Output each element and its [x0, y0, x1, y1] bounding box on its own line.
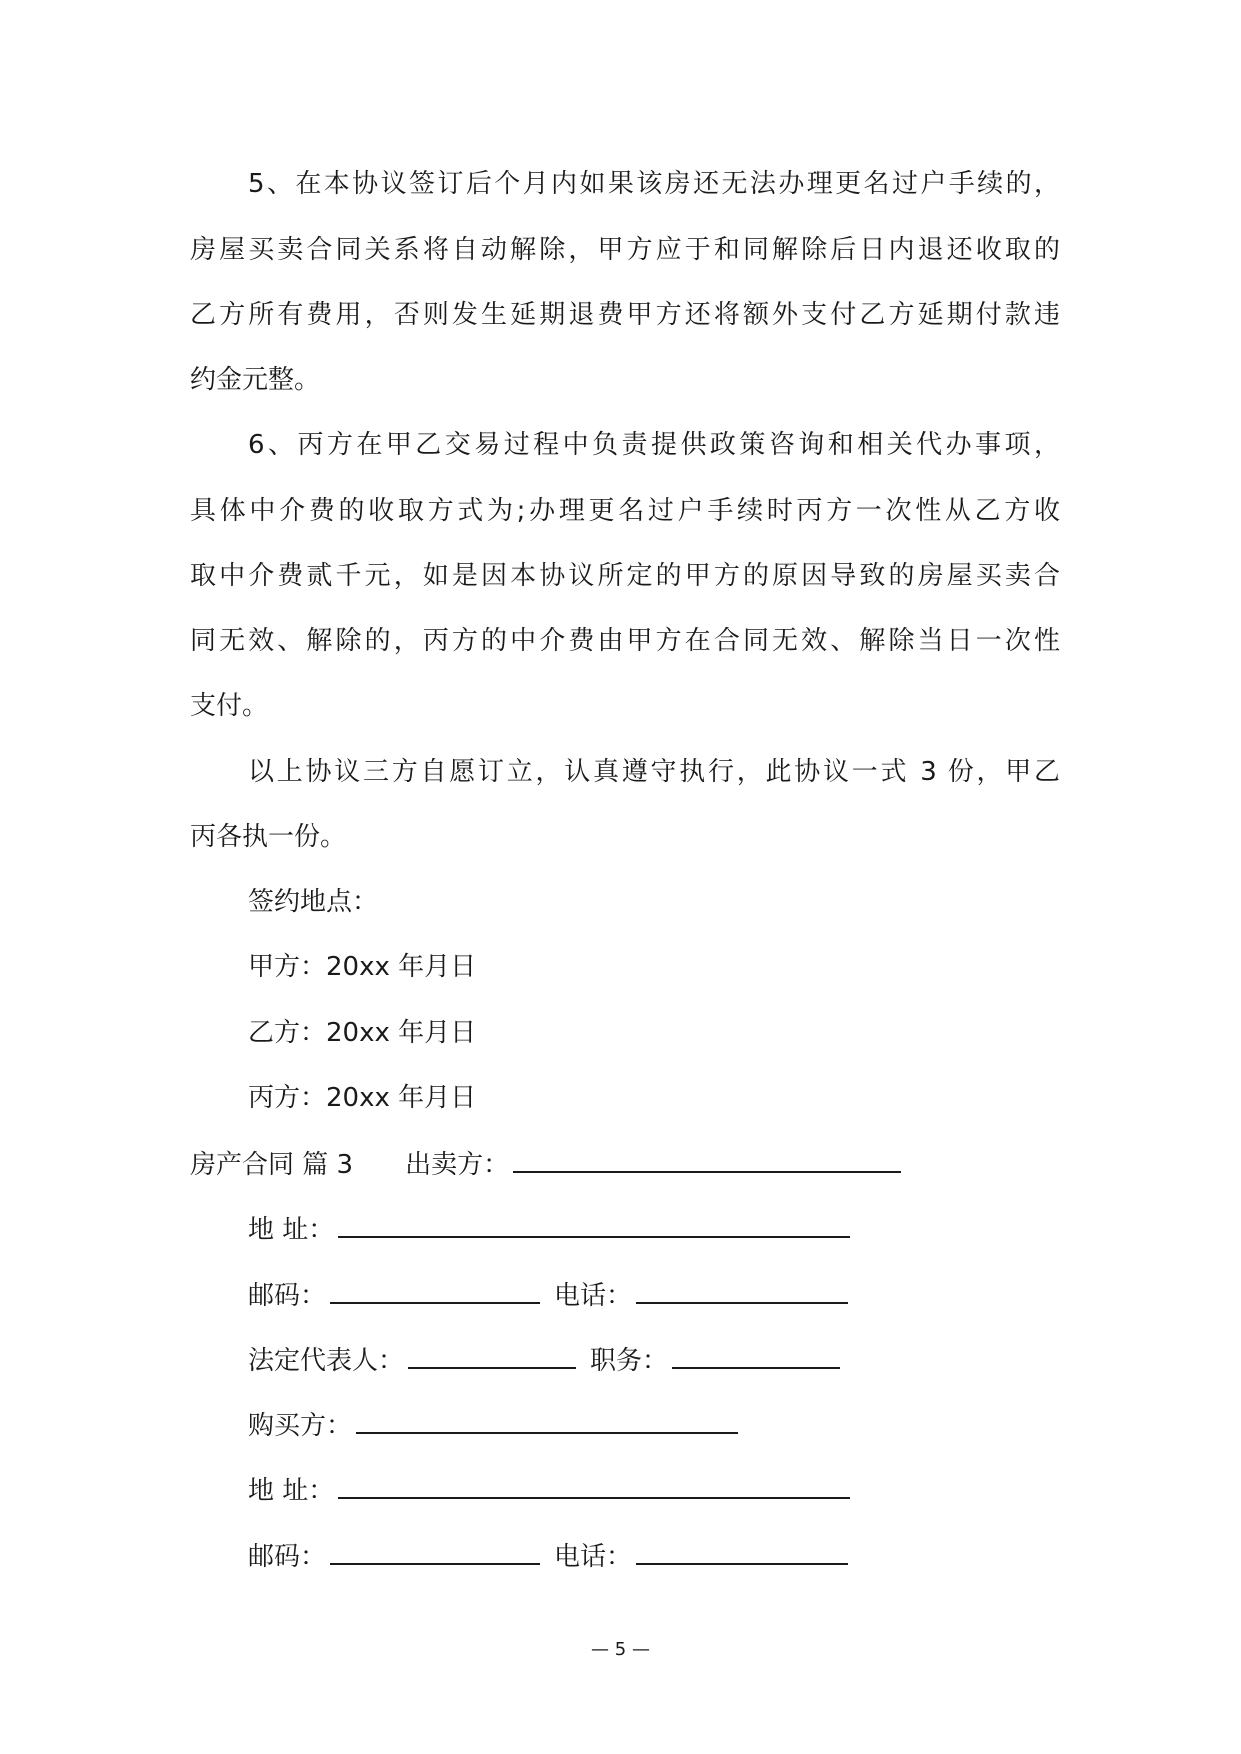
seller-zip-phone-row — [248, 1274, 852, 1314]
seller-blank[interactable] — [513, 1143, 901, 1173]
page-number: — 5 — — [591, 1639, 650, 1660]
seller-address-label: 地 址： — [248, 1215, 335, 1245]
seller-zip-label: 邮码： — [248, 1281, 327, 1311]
paragraph-7-line-2: 丙各执一份。 — [190, 822, 347, 852]
legal-rep-blank[interactable] — [408, 1339, 576, 1369]
buyer-row — [248, 1404, 742, 1444]
paragraph-6-line-3: 取中介费贰千元，如是因本协议所定的甲方的原因导致的房屋买卖合 — [190, 561, 1060, 591]
position-blank[interactable] — [672, 1339, 840, 1369]
paragraph-5-line-1: 5、在本协议签订后个月内如果该房还无法办理更名过户手续的， — [248, 169, 1060, 199]
paragraph-5-line-4: 约金元整。 — [190, 365, 321, 395]
seller-label: 出卖方： — [405, 1150, 510, 1180]
legal-rep-label: 法定代表人： — [248, 1346, 405, 1376]
buyer-label: 购买方： — [248, 1411, 353, 1441]
seller-phone-blank[interactable] — [636, 1274, 848, 1304]
buyer-zip-label: 邮码： — [248, 1542, 327, 1572]
buyer-address-label: 地 址： — [248, 1476, 335, 1506]
position-label: 职务： — [590, 1346, 669, 1376]
buyer-blank[interactable] — [356, 1404, 738, 1434]
buyer-address-blank[interactable] — [338, 1469, 850, 1499]
seller-phone-label: 电话： — [554, 1281, 633, 1311]
legal-rep-row — [248, 1339, 844, 1379]
buyer-phone-blank[interactable] — [636, 1535, 848, 1565]
paragraph-7-line-1: 以上协议三方自愿订立，认真遵守执行，此协议一式 3 份，甲乙 — [248, 757, 1060, 787]
seller-address-row — [248, 1208, 854, 1248]
buyer-zip-blank[interactable] — [330, 1535, 540, 1565]
buyer-address-row — [248, 1469, 854, 1509]
paragraph-6-line-4: 同无效、解除的，丙方的中介费由甲方在合同无效、解除当日一次性 — [190, 626, 1060, 656]
paragraph-6-line-2: 具体中介费的收取方式为;办理更名过户手续时丙方一次性从乙方收 — [190, 496, 1060, 526]
buyer-phone-label: 电话： — [554, 1542, 633, 1572]
paragraph-5-line-2: 房屋买卖合同关系将自动解除，甲方应于和同解除后日内退还收取的 — [190, 235, 1060, 265]
paragraph-6-line-1: 6、丙方在甲乙交易过程中负责提供政策咨询和相关代办事项， — [248, 430, 1060, 460]
signing-party-a: 甲方：20xx 年月日 — [248, 952, 477, 982]
signing-party-b: 乙方：20xx 年月日 — [248, 1018, 477, 1048]
seller-zip-blank[interactable] — [330, 1274, 540, 1304]
paragraph-5-line-3: 乙方所有费用，否则发生延期退费甲方还将额外支付乙方延期付款违 — [190, 300, 1060, 330]
seller-address-blank[interactable] — [338, 1208, 850, 1238]
paragraph-6-line-5: 支付。 — [190, 691, 269, 721]
contract-3-title: 房产合同 篇 3 — [190, 1150, 354, 1180]
contract-3-header — [190, 1143, 905, 1183]
signing-location: 签约地点： — [248, 887, 379, 917]
signing-party-c: 丙方：20xx 年月日 — [248, 1083, 477, 1113]
buyer-zip-phone-row — [248, 1535, 852, 1575]
